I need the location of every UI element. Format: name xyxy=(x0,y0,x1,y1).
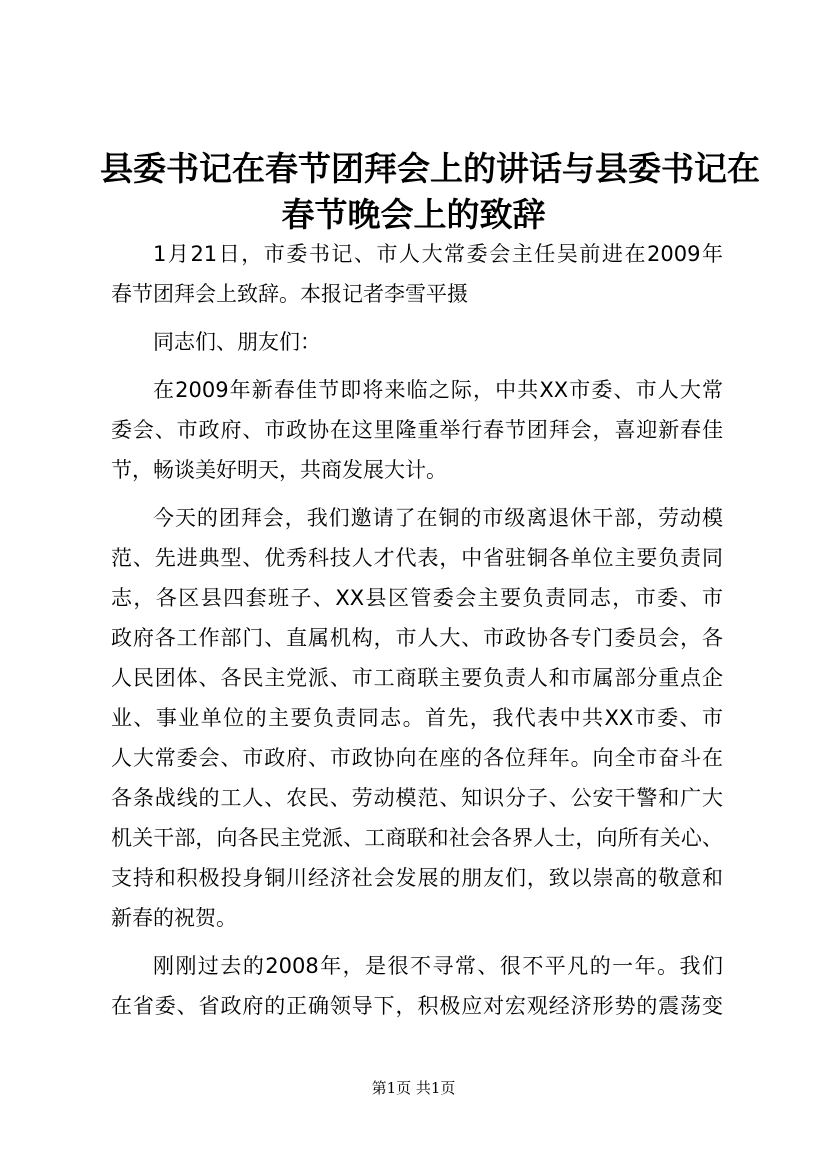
paragraph-line: 同志们、朋友们： xyxy=(153,330,321,354)
paragraph-line: 节，畅谈美好明天，共商发展大计。 xyxy=(111,458,447,482)
paragraph-line: 今天的团拜会，我们邀请了在铜的市级离退休干部，劳动模 xyxy=(153,506,723,530)
paragraph-line: 各条战线的工人、农民、劳动模范、知识分子、公安干警和广大 xyxy=(111,786,723,810)
document-body xyxy=(111,234,723,1034)
paragraph-line: 新春的祝贺。 xyxy=(111,906,237,930)
paragraph-line: 政府各工作部门、直属机构，市人大、市政协各专门委员会，各 xyxy=(111,626,723,650)
title-line: 春节晚会上的致辞 xyxy=(281,195,546,234)
paragraph-line: 机关干部，向各民主党派、工商联和社会各界人士，向所有关心、 xyxy=(111,826,723,850)
paragraph-line: 业、事业单位的主要负责同志。首先，我代表中共XX市委、市 xyxy=(111,706,723,730)
paragraph xyxy=(111,234,723,314)
paragraph-line: 在2009年新春佳节即将来临之际，中共XX市委、市人大常 xyxy=(153,378,723,402)
paragraph xyxy=(111,370,723,490)
title-line: 县委书记在春节团拜会上的讲话与县委书记在 xyxy=(100,149,760,188)
paragraph xyxy=(111,946,723,1026)
paragraph-line: 范、先进典型、优秀科技人才代表，中省驻铜各单位主要负责同 xyxy=(111,546,723,570)
paragraph-line: 1月21日，市委书记、市人大常委会主任吴前进在2009年 xyxy=(153,242,723,266)
page-footer: 第1页 共1页 xyxy=(371,1079,456,1097)
paragraph-line: 支持和积极投身铜川经济社会发展的朋友们，致以崇高的敬意和 xyxy=(111,866,723,890)
paragraph-line: 人大常委会、市政府、市政协向在座的各位拜年。向全市奋斗在 xyxy=(111,746,723,770)
paragraph xyxy=(111,322,723,362)
paragraph-line: 志，各区县四套班子、XX县区管委会主要负责同志，市委、市 xyxy=(111,586,723,610)
document-title xyxy=(100,146,760,238)
paragraph xyxy=(111,498,723,938)
paragraph-line: 刚刚过去的2008年，是很不寻常、很不平凡的一年。我们 xyxy=(153,954,723,978)
paragraph-line: 人民团体、各民主党派、市工商联主要负责人和市属部分重点企 xyxy=(111,666,723,690)
paragraph-line: 委会、市政府、市政协在这里隆重举行春节团拜会，喜迎新春佳 xyxy=(111,418,723,442)
paragraph-line: 在省委、省政府的正确领导下，积极应对宏观经济形势的震荡变 xyxy=(111,994,723,1018)
paragraph-line: 春节团拜会上致辞。本报记者李雪平摄 xyxy=(111,282,468,306)
